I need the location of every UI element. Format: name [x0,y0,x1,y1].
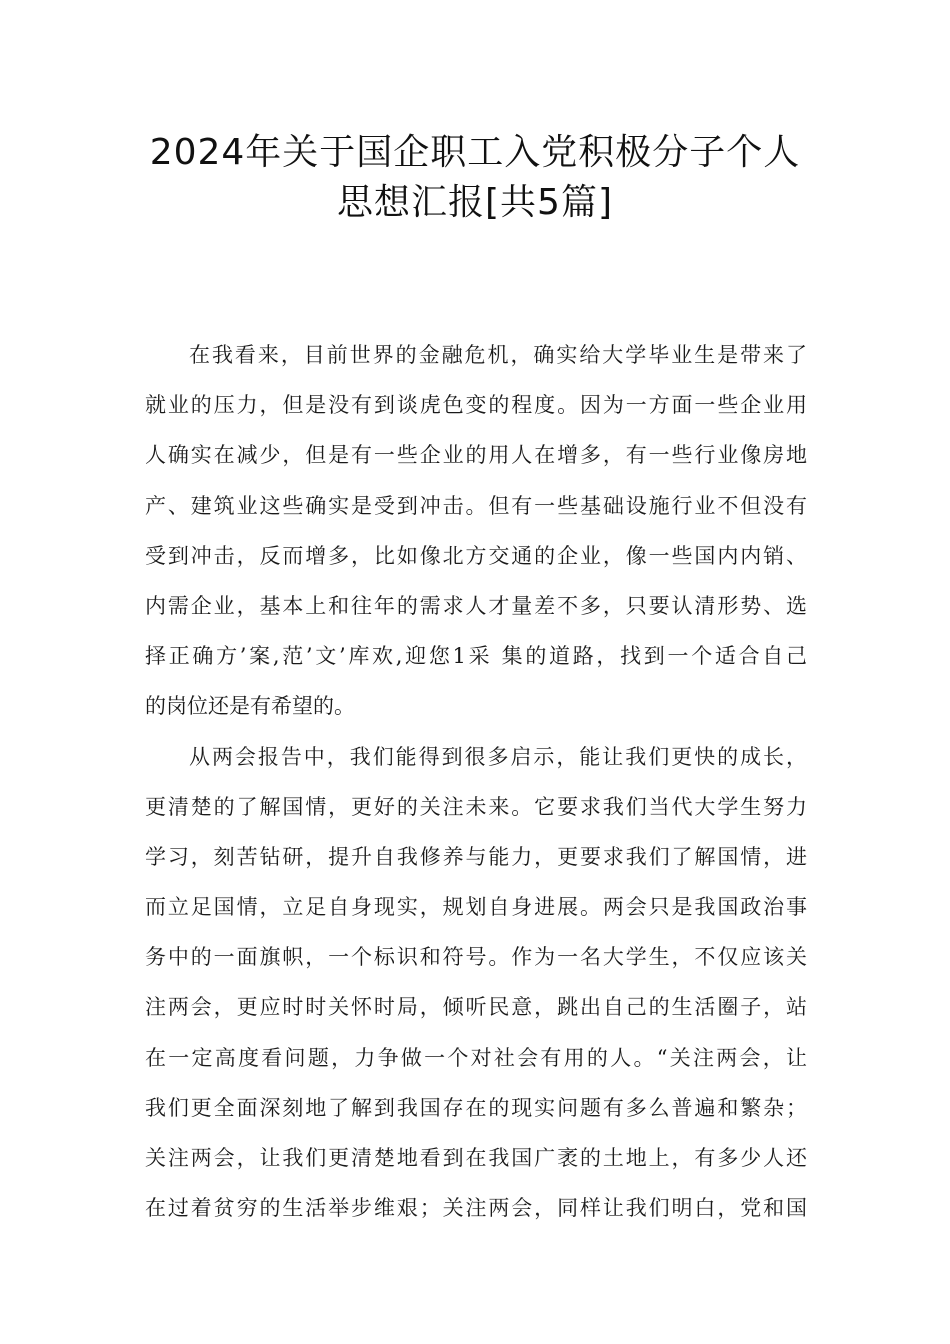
paragraph-line: 产、建筑业这些确实是受到冲击。但有一些基础设施行业不但没有 [145,493,807,518]
paragraph-line: 从两会报告中，我们能得到很多启示，能让我们更快的成长， [189,744,807,769]
title-line-1: 2024年关于国企职工入党积极分子个人 [149,132,801,173]
paragraph-line: 务中的一面旗帜，一个标识和符号。作为一名大学生，不仅应该关 [145,945,807,970]
paragraph-line: 择正确方’案,范’文’库欢,迎您1采 集的道路，找到一个适合自己 [145,644,807,669]
paragraph-line: 在过着贫穷的生活举步维艰；关注两会，同样让我们明白，党和国 [145,1196,807,1221]
paragraph-line: 学习，刻苦钻研，提升自我修养与能力，更要求我们了解国情，进 [145,844,807,869]
paragraph-line: 在一定高度看问题，力争做一个对社会有用的人。“关注两会，让 [145,1045,807,1070]
paragraph-line: 我们更全面深刻地了解到我国存在的现实问题有多么普遍和繁杂； [145,1095,807,1120]
paragraph-line: 注两会，更应时时关怀时局，倾听民意，跳出自己的生活圈子，站 [145,995,807,1020]
paragraph-line: 受到冲击，反而增多，比如像北方交通的企业，像一些国内内销、 [145,543,807,568]
paragraph-line: 就业的压力，但是没有到谈虎色变的程度。因为一方面一些企业用 [145,393,807,418]
paragraph-2 [145,732,807,1234]
paragraph-line: 在我看来，目前世界的金融危机，确实给大学毕业生是带来了 [189,343,807,367]
paragraph-line: 而立足国情，立足自身现实，规划自身进展。两会只是我国政治事 [145,895,807,920]
paragraph-line: 人确实在减少，但是有一些企业的用人在增多，有一些行业像房地 [145,443,807,468]
document-body [145,330,807,1233]
paragraph-line: 的岗位还是有希望的。 [145,694,355,719]
paragraph-line: 关注两会，让我们更清楚地看到在我国广袤的土地上，有多少人还 [145,1146,807,1170]
paragraph-line: 更清楚的了解国情，更好的关注未来。它要求我们当代大学生努力 [145,794,807,819]
document-title [100,128,850,228]
paragraph-line: 内需企业，基本上和往年的需求人才量差不多，只要认清形势、选 [145,593,807,618]
paragraph-1 [145,330,807,732]
title-line-2: 思想汇报[共5篇] [337,182,613,223]
